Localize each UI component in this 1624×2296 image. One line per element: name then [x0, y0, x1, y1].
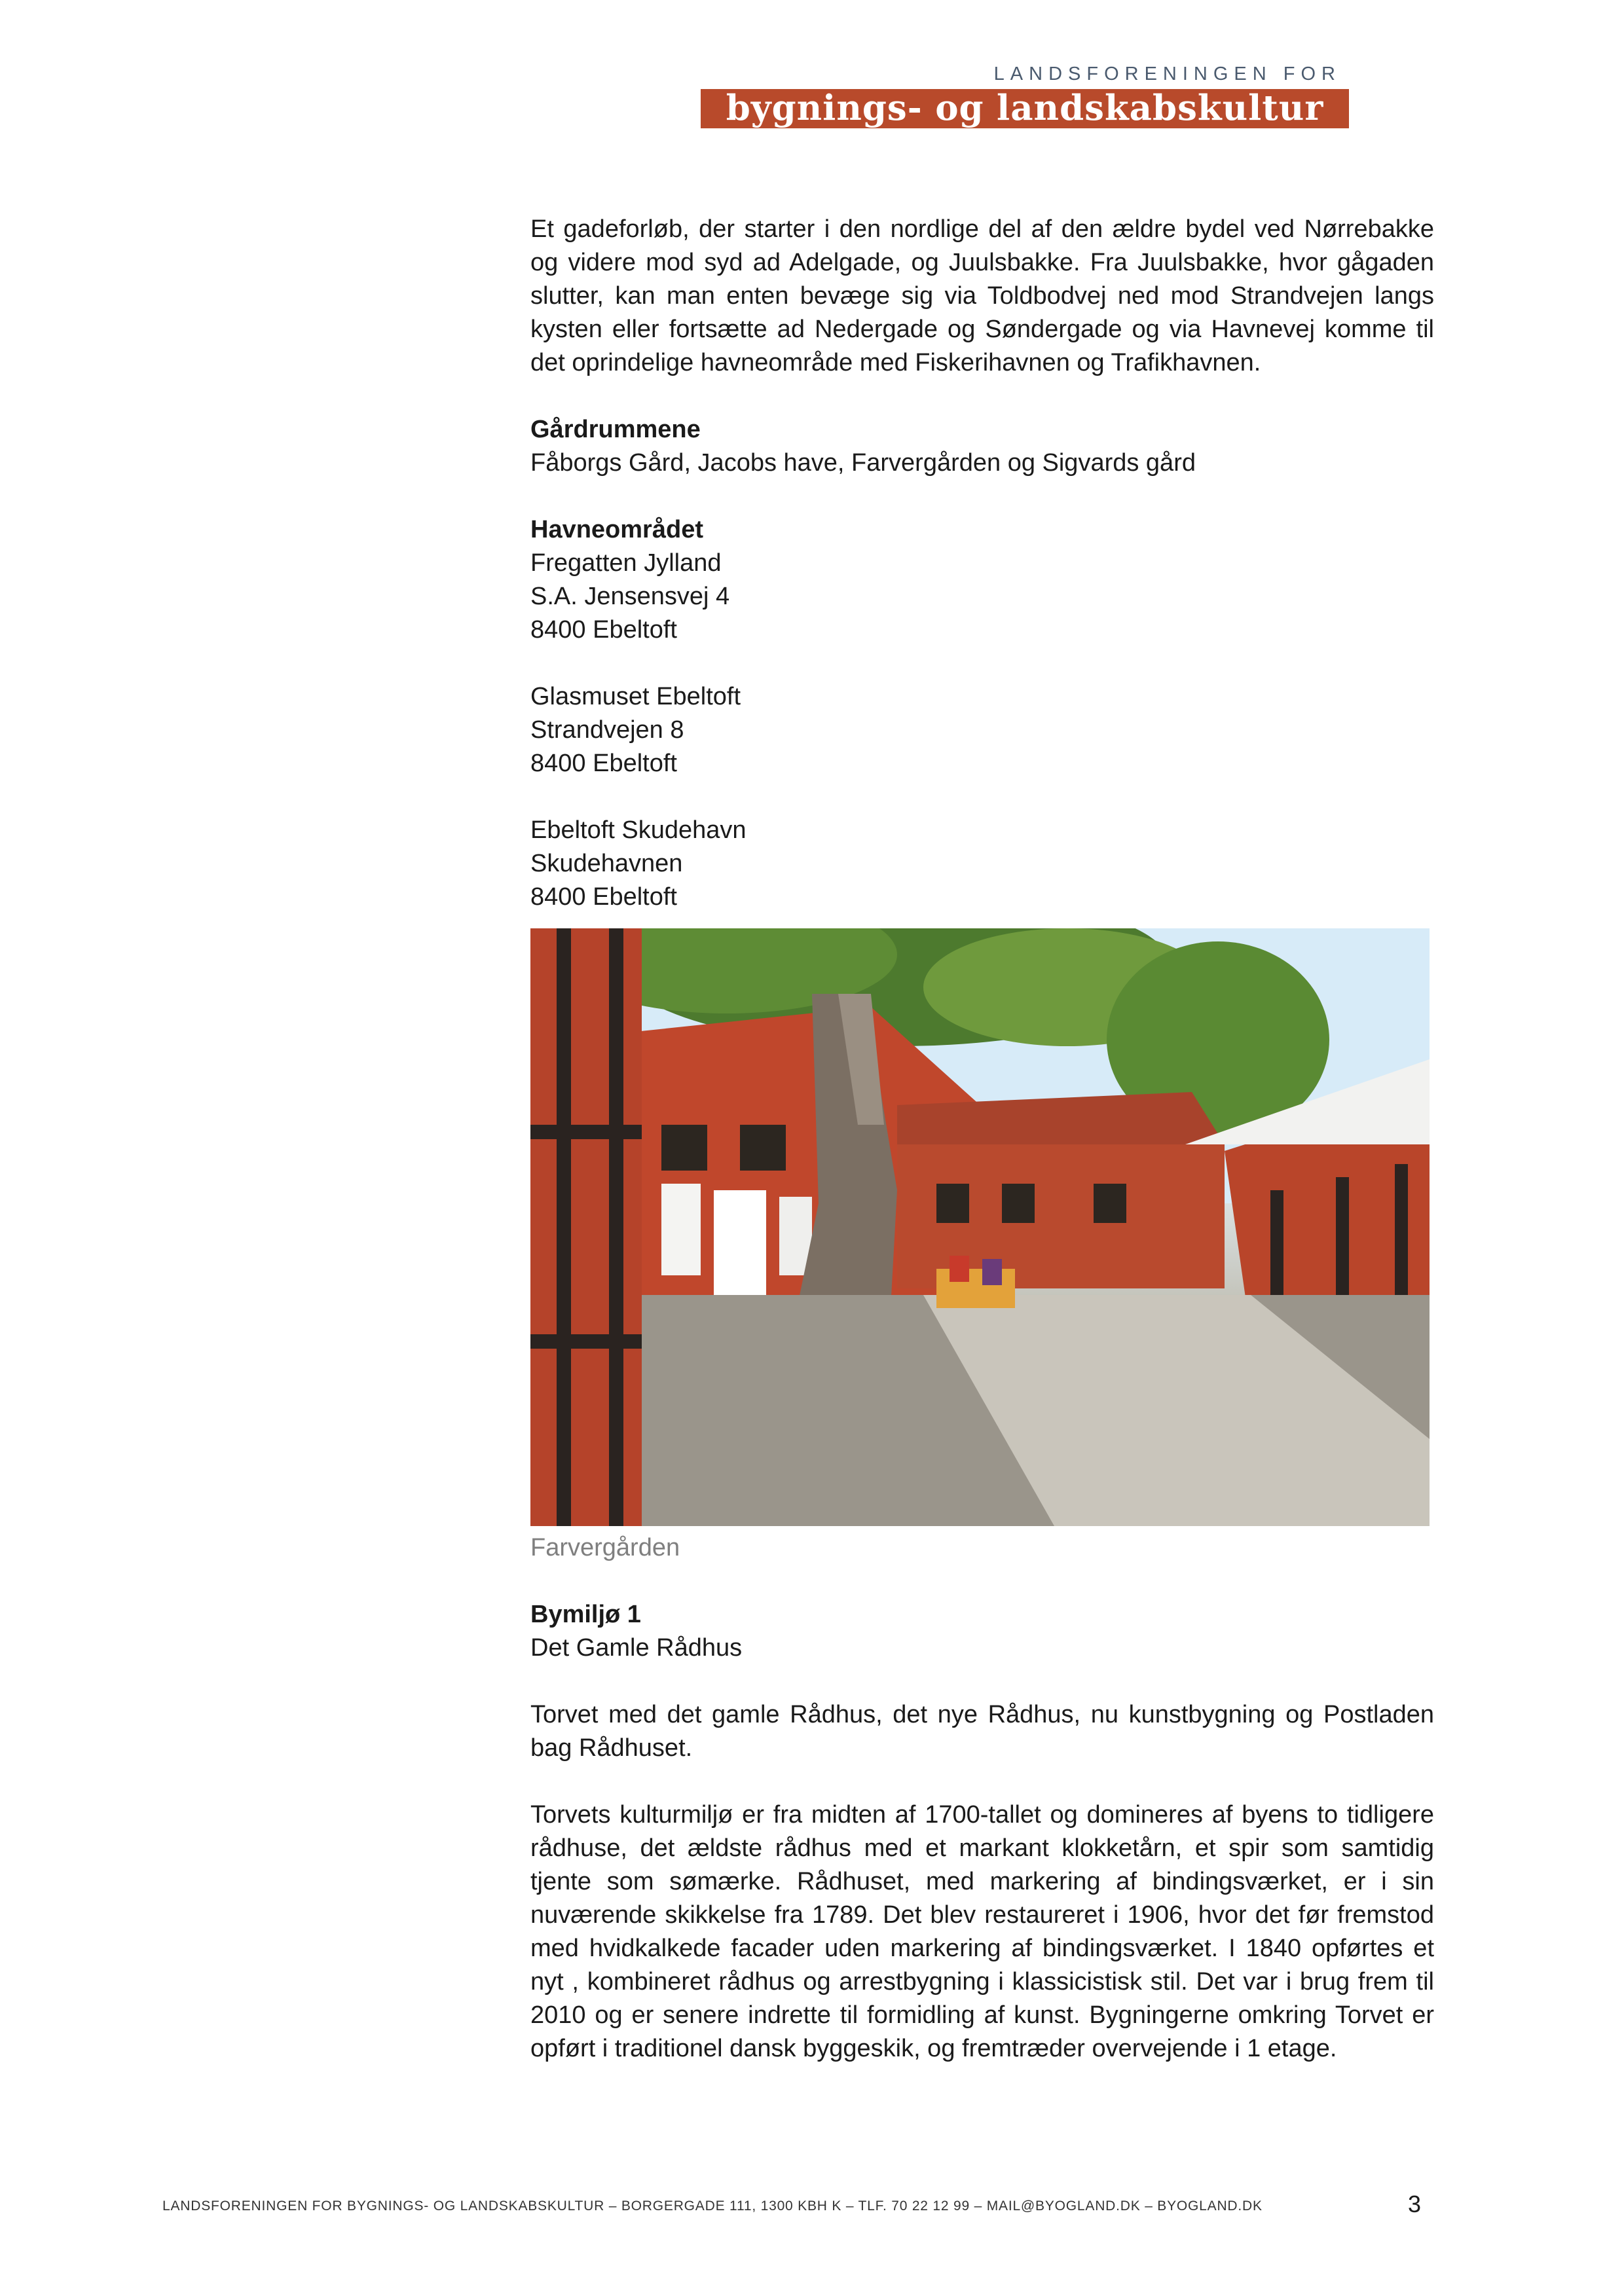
address-block [530, 547, 1434, 647]
address-name: Glasmuset Ebeltoft [530, 683, 741, 710]
address-street: Skudehavnen [530, 850, 683, 877]
organization-logo [701, 60, 1349, 128]
body-text [530, 213, 1434, 2066]
address-street: Strandvejen 8 [530, 716, 684, 744]
page-footer: LANDSFORENINGEN FOR BYGNINGS- OG LANDSKABSKULTUR – BORGERGADE 111, 1300 KBH K – TLF. 70 22 12 99 – MAIL@BYOGLAND.DK – BYOGLAND.DK [162, 2198, 1263, 2214]
bymiljo-paragraph-2: Torvets kulturmiljø er fra midten af 1700-tallet og domineres af byens to tidligere rådhuse, det ældste rådhus med et markant klokketårn, et spir som samtidig tjente som sømærke. Rådhuset, med markering af bindingsværket, er i sin nuværende skikkelse fra 1789. Det blev restaureret i 1906, hvor det før fremstod med hvidkalkede facader uden markering af bindingsværket. I 1840 opførtes et nyt , kombineret rådhus og arrestbygning i klassicistisk stil. Det var i brug frem til 2010 og er senere indrette til formidling af kunst. Bygningerne omkring Torvet er opført i traditionel dansk byggeskik, og fremtræder overvejende i 1 etage. [530, 1801, 1434, 2062]
courtyard-photo [530, 928, 1430, 1526]
page-number: 3 [1408, 2191, 1422, 2217]
address-block [530, 680, 1434, 780]
address-city: 8400 Ebeltoft [530, 883, 677, 911]
address-city: 8400 Ebeltoft [530, 616, 677, 644]
address-block [530, 814, 1434, 914]
section-heading-bymiljo: Bymiljø 1 [530, 1601, 641, 1628]
address-name: Ebeltoft Skudehavn [530, 816, 747, 844]
bymiljo-subheading: Det Gamle Rådhus [530, 1634, 743, 1662]
gaardrummene-text: Fåborgs Gård, Jacobs have, Farvergården og Sigvards gård [530, 449, 1196, 477]
section-heading-gaardrummene: Gårdrummene [530, 416, 701, 443]
address-street: S.A. Jensensvej 4 [530, 583, 730, 610]
address-city: 8400 Ebeltoft [530, 750, 677, 777]
address-name: Fregatten Jylland [530, 549, 722, 577]
logo-main-bar: bygnings- og landskabskultur [701, 89, 1349, 128]
photo-caption: Farvergården [530, 1534, 680, 1561]
section-heading-havneomraadet: Havneområdet [530, 516, 703, 543]
intro-paragraph: Et gadeforløb, der starter i den nordlige del af den ældre bydel ved Nørrebakke og videre mod syd ad Adelgade, og Juulsbakke. Fra Juulsbakke, hvor gågaden slutter, kan man enten bevæge sig via Toldbodvej ned mod Strandvejen langs kysten eller fortsætte ad Nedergade og Søndergade og via Havnevej komme til det oprindelige havneområde med Fiskerihavnen og Trafikhavnen. [530, 215, 1434, 376]
logo-top-line: LANDSFORENINGEN FOR [993, 64, 1341, 84]
bymiljo-paragraph-1: Torvet med det gamle Rådhus, det nye Rådhus, nu kunstbygning og Postladen bag Rådhuset. [530, 1701, 1434, 1762]
